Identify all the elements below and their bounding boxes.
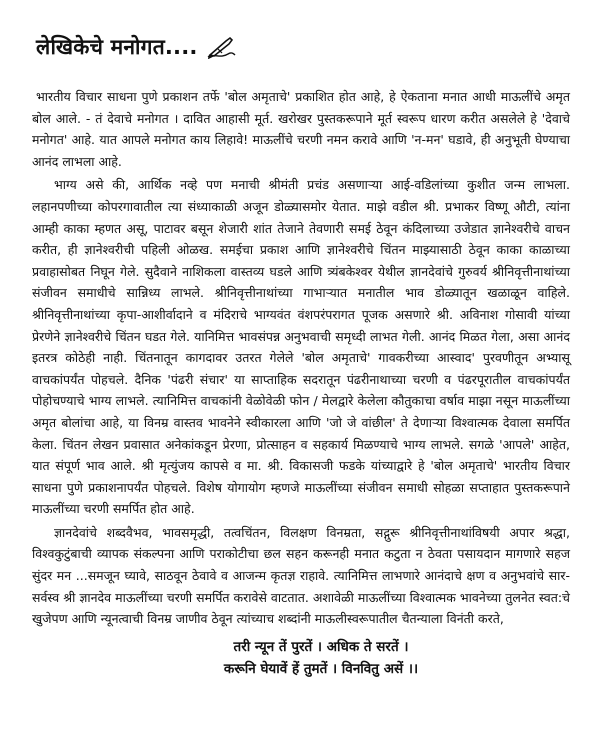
verse-line-2: करूनि घेयावें हें तुमतें । विनवितु असें ।। bbox=[223, 660, 419, 677]
page-title: लेखिकेचे मनोगत.... bbox=[36, 35, 198, 59]
preface-body bbox=[32, 86, 570, 630]
closing-verse bbox=[32, 636, 570, 680]
verse-line-1: तरी न्यून तें पुरतें । अधिक ते सरतें । bbox=[233, 638, 409, 655]
paragraph-1: भारतीय विचार साधना पुणे प्रकाशन तर्फे 'बोल अमृताचे' प्रकाशित होत आहे, हे ऐकताना मनात आधी माऊलींचे अमृत बोल आले. - तं देवाचे मनोगत । दावित आहासी मूर्त. खरोखर पुस्तकरूपाने मूर्त स्वरूप धारण करीत असलेले हे 'देवाचे मनोगत' आहे. यात आपले मनोगत काय लिहावे! माऊलींचे चरणी नमन करावे आणि 'न-मन' घडावे, ही अनुभूती घेण्याचा आनंद लाभला आहे. bbox=[32, 89, 570, 169]
paragraph-3: ज्ञानदेवांचे शब्दवैभव, भावसमृद्धी, तत्वचिंतन, विलक्षण विनम्रता, सद्गुरू श्रीनिवृत्तीनाथांविषयी अपार श्रद्धा, विश्वकुटुंबाची व्यापक संकल्पना आणि पराकोटीचा छल सहन करूनही मनात कटुता न ठेवता पसायदान मागणारे सहज सुंदर मन ...समजून घ्यावे, साठवून ठेवावे व आजन्म कृतज्ञ राहावे. त्यानिमित्त लाभणारे आनंदाचे क्षण व अनुभवांचे सार-सर्वस्व श्री ज्ञानदेव माऊलींच्या चरणी समर्पित करावेसे वाटतात. अशावेळी माऊलींच्या विश्वात्मक भावनेच्या तुलनेत स्वत:चे खुजेपण आणि न्यूनत्वाची विनम्र जाणीव ठेवून त्यांच्याच शब्दांनी माऊलीस्वरूपातील चैतन्याला विनंती करते, bbox=[32, 524, 570, 627]
paragraph-2: भाग्य असे की, आर्थिक नव्हे पण मनाची श्रीमंती प्रचंड असणाऱ्या आई-वडिलांच्या कुशीत जन्म लाभला. लहानपणीच्या कोपरगावातील त्या संध्याकाळी अजून डोळ्यासमोर येतात. माझे वडील श्री. प्रभाकर विष्णू औटी, त्यांना आम्ही काका म्हणत असू, पाटावर बसून शेजारी शांत तेजाने तेवणारी समई ठेवून कंदिलाच्या उजेडात ज्ञानेश्वरीचे वाचन करीत, ही ज्ञानेश्वरीची पहिली ओळख. समईचा प्रकाश आणि ज्ञानेश्वरीचे चिंतन माझ्यासाठी ठेवून काका काळाच्या प्रवाहासोबत निघून गेले. सुदैवाने नाशिकला वास्तव्य घडले आणि त्र्यंबकेश्वर येथील ज्ञानदेवांचे गुरुवर्य श्रीनिवृत्तीनाथांच्या संजीवन समाधीचे सान्निध्य लाभले. श्रीनिवृत्तीनाथांच्या गाभाऱ्यात मनातील भाव डोळ्यातून खळाळून वाहिले. श्रीनिवृत्तीनाथांच्या कृपा-आशीर्वादाने व मंदिराचे भाग्यवंत वंशपरंपरागत पूजक असणारे श्री. अविनाश गोसावी यांच्या प्रेरणेने ज्ञानेश्वरीचे चिंतन घडत गेले. यानिमित्त भावसंपन्न अनुभवाची समृध्दी लाभत गेली. आनंद मिळत गेला, असा आनंद इतरत्र कोठेही नाही. चिंतनातून कागदावर उतरत गेलेले 'बोल अमृताचे' गावकरीच्या आस्वाद' पुरवणीतून अभ्यासू वाचकांपर्यंत पोहचले. दैनिक 'पंढरी संचार' या साप्ताहिक सदरातून पंढरीनाथाच्या चरणी व पंढरपूरातील वाचकांपर्यंत पोहोचण्याचे भाग्य लाभले. त्यानिमित्त वाचकांनी वेळोवेळी फोन / मेलद्वारे केलेला कौतुकाचा वर्षाव माझा नसून माऊलींच्या अमृत बोलांचा आहे, या विनम्र वास्तव भावनेने स्वीकारला आणि 'जो जे वांछील' ते देणाऱ्या विश्वात्मक देवाला समर्पित केला. चिंतन लेखन प्रवासात अनेकांकडून प्रेरणा, प्रोत्साहन व सहकार्य मिळण्याचे भाग्य लाभले. सगळे 'आपले' आहेत, यात संपूर्ण भाव आले. श्री मृत्युंजय कापसे व मा. श्री. विकासजी फडके यांच्याद्वारे हे 'बोल अमृताचे' भारतीय विचार साधना पुणे प्रकाशनापर्यंत पोहचले. विशेष योगायोग म्हणजे माऊलींच्या संजीवन समाधी सोहळा सप्ताहात पुस्तकरूपाने माऊलींच्या चरणी समर्पित होत आहे. bbox=[32, 177, 570, 517]
pen-writing-icon bbox=[206, 35, 236, 59]
title-row bbox=[36, 26, 570, 68]
